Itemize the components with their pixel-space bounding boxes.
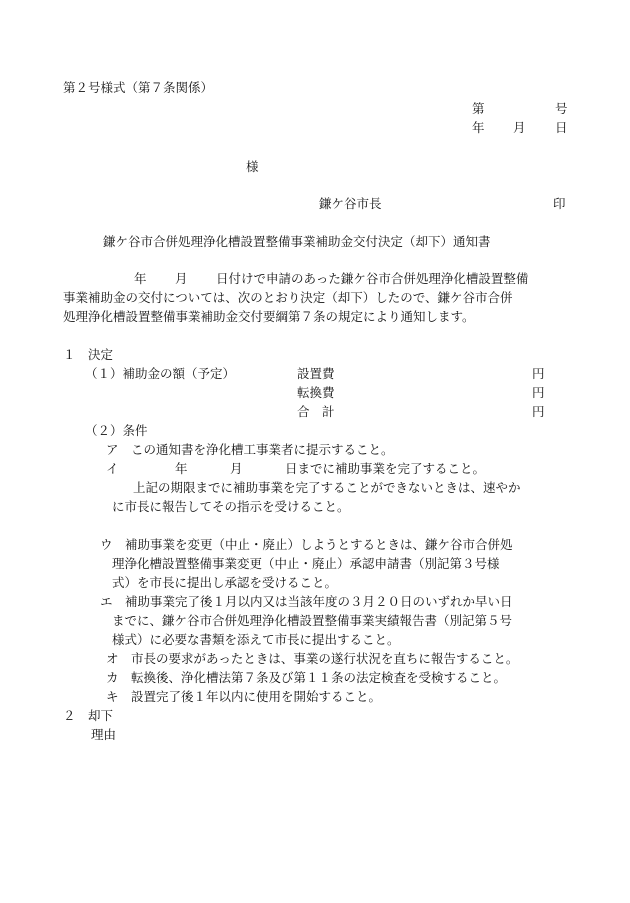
intro-month: 月 — [175, 271, 188, 286]
condition-e-line-2: までに、鎌ケ谷市合併処理浄化槽設置整備事業実績報告書（別記第５号 — [112, 613, 513, 628]
date-month: 月 — [513, 120, 526, 135]
rejection-reason-label: 理由 — [91, 727, 117, 742]
decision-heading: １ 決定 — [63, 347, 114, 362]
total-cost-label: 合 計 — [297, 404, 335, 419]
condition-a: ア この通知書を浄化槽工事業者に提示すること。 — [106, 442, 394, 457]
condition-i-month: 月 — [230, 461, 243, 476]
condition-u-line-3: 式）を市長に提出し承認を受けること。 — [112, 575, 338, 590]
conversion-cost-label: 転換費 — [297, 385, 335, 400]
condition-i-year: 年 — [175, 461, 188, 476]
condition-u-line-2: 理浄化槽設置整備事業変更（中止・廃止）承認申請書（別記第３号様 — [112, 556, 500, 571]
condition-i-text: 日までに補助事業を完了すること。 — [285, 461, 486, 476]
document-number-suffix: 号 — [555, 101, 568, 116]
subsidy-amount-label: （１）補助金の額（予定） — [85, 366, 236, 381]
installation-cost-unit: 円 — [532, 366, 545, 381]
installation-cost-label: 設置費 — [297, 366, 335, 381]
intro-line-3: 処理浄化槽設置整備事業補助金交付要綱第７条の規定により通知します。 — [63, 309, 475, 324]
addressee-honorific: 様 — [246, 159, 259, 174]
document-title: 鎌ケ谷市合併処理浄化槽設置整備事業補助金交付決定（却下）通知書 — [103, 234, 491, 249]
rejection-heading: ２ 却下 — [63, 708, 114, 723]
issuer-name: 鎌ケ谷市長 — [319, 196, 382, 211]
condition-i-note-2: に市長に報告してその指示を受けること。 — [112, 499, 350, 514]
condition-e-line-1: エ 補助事業完了後１月以内又は当該年度の３月２０日のいずれか早い日 — [100, 594, 513, 609]
condition-e-line-3: 様式）に必要な書類を添えて市長に提出すること。 — [112, 632, 400, 647]
condition-i-mark: イ — [106, 461, 119, 476]
intro-line-2: 事業補助金の交付については、次のとおり決定（却下）したので、鎌ケ谷市合併 — [63, 290, 513, 305]
form-label: 第２号様式（第７条関係） — [63, 80, 214, 95]
total-cost-unit: 円 — [532, 404, 545, 419]
conditions-heading: （２）条件 — [85, 423, 148, 438]
issuer-seal: 印 — [553, 196, 566, 211]
condition-ki: キ 設置完了後１年以内に使用を開始すること。 — [106, 689, 382, 704]
date-year: 年 — [472, 120, 485, 135]
condition-o: オ 市長の要求があったときは、事業の遂行状況を直ちに報告すること。 — [106, 651, 519, 666]
date-day: 日 — [555, 120, 568, 135]
conversion-cost-unit: 円 — [532, 385, 545, 400]
intro-line-1: 日付けで申請のあった鎌ケ谷市合併処理浄化槽設置整備 — [216, 271, 529, 286]
condition-i-note-1: 上記の期限までに補助事業を完了することができないときは、速やか — [133, 480, 521, 495]
condition-ka: カ 転換後、浄化槽法第７条及び第１１条の法定検査を受検すること。 — [106, 670, 507, 685]
intro-year: 年 — [134, 271, 147, 286]
document-number-prefix: 第 — [472, 101, 485, 116]
condition-u-line-1: ウ 補助事業を変更（中止・廃止）しようとするときは、鎌ケ谷市合併処 — [100, 537, 513, 552]
